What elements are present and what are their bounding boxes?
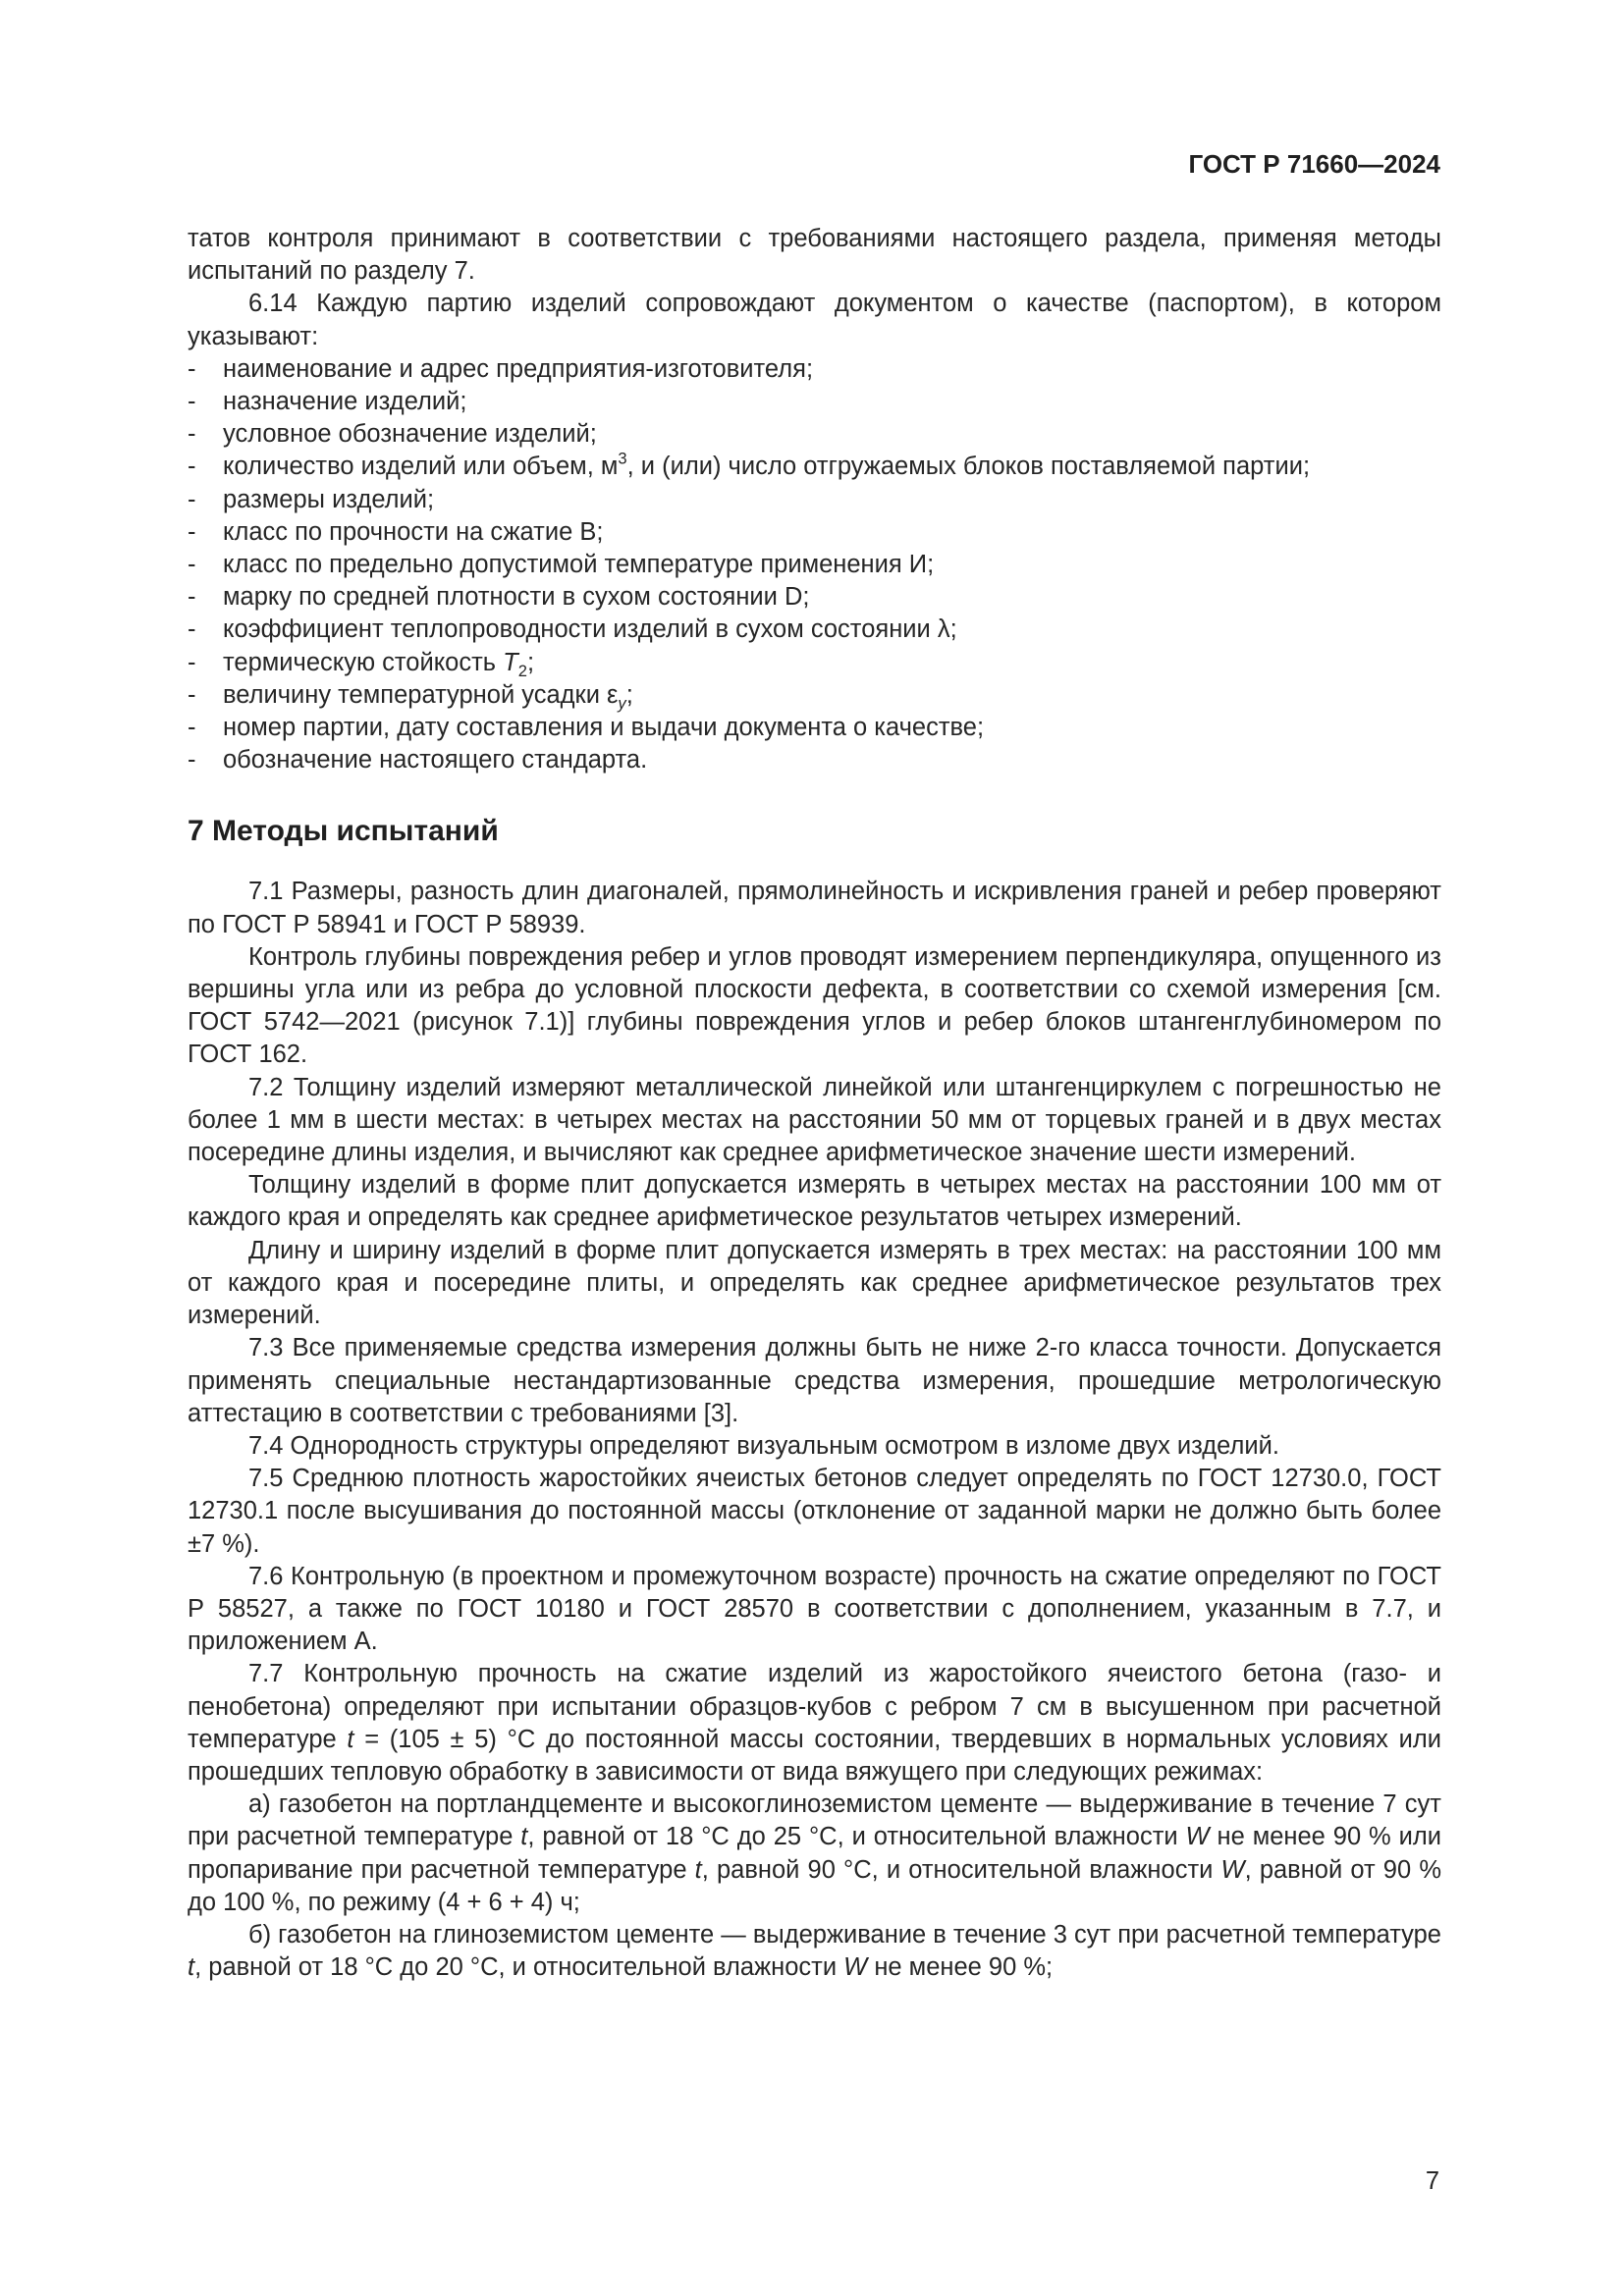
section-heading: 7 Методы испытаний: [188, 815, 499, 848]
text-run: , равной от 18 °С до 20 °С, и относительной влажности: [194, 1953, 844, 1982]
variable-t: t: [694, 1855, 702, 1884]
list-dash: -: [188, 453, 196, 481]
page-number: 7: [1425, 2167, 1439, 2195]
paragraph-7-1-b: Контроль глубины повреждения ребер и углов проводят измерением перпендикуляра, опущенного из вершины угла или из ребра до условной плоскости дефекта, в соответствии со схемой измерения [см. ГОСТ 5742—2021 (рисунок 7.1)] глубины повреждения углов и ребер блоков штангенглубиномером по ГОСТ 162.: [188, 942, 1441, 1069]
list-item: [188, 549, 1441, 581]
list-item: [188, 614, 1441, 646]
paragraph-7-2: 7.2 Толщину изделий измеряют металлической линейкой или штангенциркулем с погрешностью не более 1 мм в шести местах: в четырех местах на расстоянии 50 мм от торцевых граней и в двух местах посередине длины изделия, и вычисляют как среднее арифметическое значение шести измерений.: [188, 1073, 1441, 1167]
list-item-text: размеры изделий;: [223, 485, 435, 513]
list-item-text: номер партии, дату составления и выдачи документа о качестве;: [223, 714, 985, 742]
variable-t: t: [188, 1953, 195, 1982]
list-item-text: класс по предельно допустимой температуре применения И;: [223, 551, 935, 579]
list-item: [188, 451, 1441, 483]
paragraph-7-4: 7.4 Однородность структуры определяют визуальным осмотром в изломе двух изделий.: [248, 1431, 1279, 1460]
subscript: [618, 694, 625, 713]
list-item: [188, 712, 1441, 744]
paragraph-7-1: 7.1 Размеры, разность длин диагоналей, прямолинейность и искривления граней и ребер проверяют по ГОСТ Р 58941 и ГОСТ Р 58939.: [188, 878, 1441, 938]
list-item-text: назначение изделий;: [223, 388, 467, 416]
list-item: [188, 516, 1441, 549]
list-item-text: марку по средней плотности в сухом состоянии D;: [223, 583, 810, 612]
list-item-text: наименование и адрес предприятия-изготовителя;: [223, 354, 814, 383]
text-run: 7.7 Контрольную прочность на сжатие изделий из жаростойкого ячеистого бетона (газо- и пенобетона) определяют при испытании образцов-кубов с ребром 7 см в высушенном при расчетной температуре: [188, 1660, 1441, 1753]
text-run: не менее 90 %;: [867, 1953, 1054, 1982]
text-run: , равной от 18 °С до 25 °С, и относительной влажности: [527, 1823, 1186, 1851]
list-dash: -: [188, 551, 196, 579]
variable-t: t: [347, 1725, 354, 1753]
paragraph-6-13-continuation: татов контроля принимают в соответствии с требованиями настоящего раздела, применяя методы испытаний по разделу 7.: [188, 225, 1441, 286]
list-dash: -: [188, 746, 196, 774]
list-item: [188, 418, 1441, 451]
paragraph-7-7: [188, 1658, 1441, 1789]
paragraph-7-2-c: Длину и ширину изделий в форме плит допускается измерять в трех местах: на расстоянии 100 мм от каждого края и посередине плиты, и определять как среднее арифметическое результатов трех измерений.: [188, 1236, 1441, 1330]
list-item-text: количество изделий или объем, м: [223, 453, 619, 481]
list-item-text: обозначение настоящего стандарта.: [223, 746, 648, 774]
list-dash: -: [188, 583, 196, 612]
paragraph-7-7-b: [188, 1919, 1441, 1984]
variable-t: t: [520, 1823, 528, 1851]
list-item-text: , и (или) число отгружаемых блоков поставляемой партии;: [626, 453, 1311, 481]
list-item-text: термическую стойкость: [223, 648, 504, 676]
text-run: не менее 90 % или пропаривание при расчетной температуре: [188, 1823, 1441, 1884]
list-item-text: коэффициент теплопроводности изделий в сухом состоянии λ;: [223, 615, 957, 644]
variable-T: T: [503, 648, 518, 676]
list-dash: -: [188, 615, 196, 644]
passport-items-list: [188, 353, 1441, 777]
list-dash: -: [188, 517, 196, 546]
list-item-text: условное обозначение изделий;: [223, 420, 597, 449]
text-run: = (105 ± 5) °С до постоянной массы состоянии, твердевших в нормальных условиях или прошедших тепловую обработку в зависимости от вида вяжущего при следующих режимах:: [188, 1725, 1441, 1786]
paragraph-7-3: 7.3 Все применяемые средства измерения должны быть не ниже 2-го класса точности. Допускается применять специальные нестандартизованные средства измерения, прошедшие метрологическую аттестацию в соответствии с требованиями [3].: [188, 1334, 1441, 1427]
list-item: [188, 353, 1441, 386]
text-run: б) газобетон на глиноземистом цементе — выдерживание в течение 3 сут при расчетной температуре: [248, 1920, 1441, 1949]
list-item-text: ;: [526, 648, 535, 676]
variable-W: W: [1220, 1855, 1245, 1884]
list-dash: -: [188, 388, 196, 416]
list-dash: -: [188, 714, 196, 742]
list-item: [188, 581, 1441, 614]
list-dash: -: [188, 680, 196, 709]
document-code-header: ГОСТ Р 71660—2024: [1188, 149, 1440, 179]
paragraph-7-6: 7.6 Контрольную (в проектном и промежуточном возрасте) прочность на сжатие определяют по ГОСТ Р 58527, а также по ГОСТ 10180 и ГОСТ 28570 в соответствии с дополнением, указанным в 7.7, и приложением А.: [188, 1562, 1441, 1656]
text-run: , равной 90 °С, и относительной влажности: [701, 1855, 1221, 1884]
list-item: [188, 386, 1441, 418]
superscript: 3: [618, 450, 627, 469]
list-item: [188, 484, 1441, 516]
list-item: [188, 679, 1441, 712]
list-dash: -: [188, 420, 196, 449]
text-run: , равной от 90 % до 100 %, по режиму (4 + 6 + 4) ч;: [188, 1855, 1441, 1916]
list-item-text: ;: [625, 680, 633, 709]
variable-W: W: [1185, 1823, 1210, 1851]
subscript: 2: [517, 661, 527, 680]
list-item-text: величину температурной усадки ε: [223, 680, 619, 709]
list-dash: -: [188, 485, 196, 513]
list-item: [188, 647, 1441, 679]
text-run: а) газобетон на портландцементе и высокоглиноземистом цементе — выдерживание в течение 7 сут при расчетной температуре: [188, 1790, 1441, 1851]
variable-W: W: [843, 1953, 868, 1982]
list-dash: -: [188, 648, 196, 676]
paragraph-7-2-b: Толщину изделий в форме плит допускается измерять в четырех местах на расстоянии 100 мм от каждого края и определять как среднее арифметическое результатов четырех измерений.: [188, 1171, 1441, 1232]
subscript-var: y: [618, 693, 626, 713]
page-content: [188, 223, 1441, 1984]
paragraph-7-7-a: [188, 1789, 1441, 1919]
paragraph-6-14: 6.14 Каждую партию изделий сопровождают документом о качестве (паспортом), в котором указывают:: [188, 290, 1441, 350]
list-item-text: класс по прочности на сжатие В;: [223, 517, 604, 546]
list-item: [188, 744, 1441, 776]
paragraph-7-5: 7.5 Среднюю плотность жаростойких ячеистых бетонов следует определять по ГОСТ 12730.0, ГОСТ 12730.1 после высушивания до постоянной массы (отклонение от заданной марки не должно быть более ±7 %).: [188, 1465, 1441, 1558]
list-dash: -: [188, 354, 196, 383]
